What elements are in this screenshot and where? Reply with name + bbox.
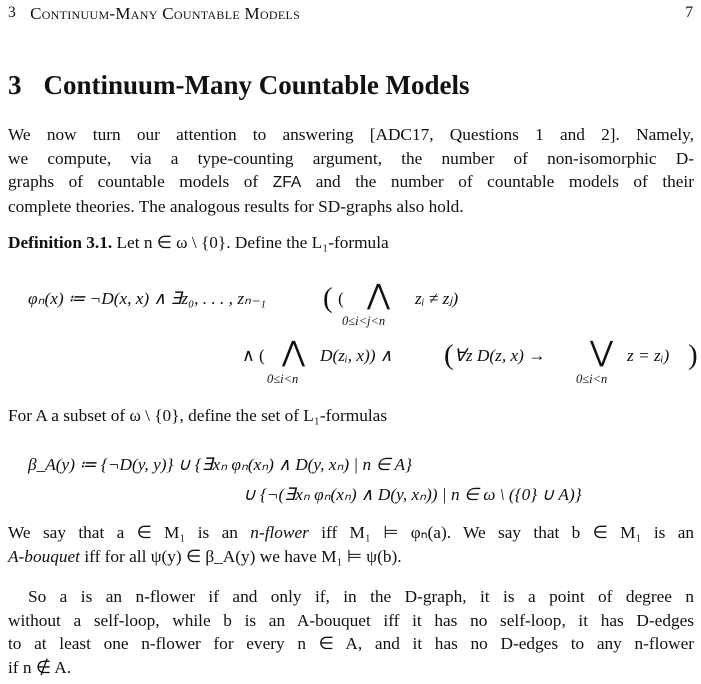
phi-line2-end: z = zᵢ) — [627, 346, 670, 365]
intro-line-3 — [8, 170, 694, 195]
running-head-section-number: 3 — [8, 4, 17, 21]
definition-text: Let n ∈ ω \ {0}. Define the L₁-formula — [112, 233, 389, 252]
phi-line2-mid: D(zᵢ, x)) ∧ — [320, 346, 393, 365]
flower-paragraph — [8, 521, 694, 568]
flower-line-2 — [8, 545, 694, 569]
phi-sub-1: 0≤i<j<n — [342, 314, 386, 328]
intro-line-1: We now turn our attention to answering [ADC17, Questions 1 and 2]. Namely, — [8, 125, 694, 144]
phi-sub-3: 0≤i<n — [576, 372, 608, 386]
beta-formula-line-2: ∪ {¬(∃xₙ φₙ(xₙ) ∧ D(y, xₙ)) | n ∈ ω \ ({0} ∪ A)} — [243, 485, 582, 504]
closing-paragraph — [8, 585, 694, 679]
intro-line-3-tail: and the number of countable models of their — [301, 172, 694, 192]
closing-line-1: So a is an n-flower if and only if, in the D-graph, it is a point of degree n — [28, 587, 694, 606]
closing-line-3: to at least one n-flower for every n ∈ A, and it has no D-edges to any n-flower — [8, 634, 694, 654]
intro-line-2: we compute, via a type-counting argument, the number of non-isomorphic D- — [8, 148, 694, 168]
phi-big-close-paren: ) — [688, 339, 698, 371]
n-flower-term: n-flower — [250, 523, 309, 542]
phi-sub-2: 0≤i<n — [267, 372, 299, 386]
definition-line — [8, 231, 694, 255]
flower-line-1 — [8, 521, 694, 545]
phi-line2-tail: ∀z D(z, x) → — [454, 346, 546, 365]
phi-paren-open-2: ( — [444, 339, 454, 371]
phi-formula-lhs: φₙ(x) ≔ ¬D(x, x) ∧ ∃z₀, . . . , zₙ₋₁ — [28, 289, 267, 308]
running-head-section-title: Continuum-Many Countable Models — [30, 4, 301, 23]
zfa-term: ZFA — [272, 174, 302, 192]
definition-paragraph — [8, 231, 694, 255]
mid-paragraph — [8, 404, 694, 428]
flower-line-2-b: iff for all ψ(y) ∈ β_A(y) we have M₁ ⊨ ψ(b). — [80, 546, 402, 566]
closing-line-4: if n ∉ A. — [8, 657, 72, 677]
big-wedge-2: ⋀ — [282, 335, 305, 368]
section-heading — [8, 70, 470, 101]
closing-line-2: without a self-loop, while b is an A-bouquet iff it has no self-loop, it has D-edges — [8, 610, 694, 630]
beta-formula-line-1: β_A(y) ≔ {¬D(y, y)} ∪ {∃xₙ φₙ(xₙ) ∧ D(y, xₙ) | n ∈ A} — [28, 455, 412, 474]
phi-line2-start: ∧ ( — [242, 346, 265, 365]
phi-big-open-paren: ( — [323, 282, 333, 314]
big-wedge-1: ⋀ — [367, 278, 390, 311]
a-bouquet-term: A-bouquet — [8, 546, 80, 566]
running-head — [8, 4, 693, 26]
intro-paragraph — [8, 123, 694, 218]
phi-part1-open: ( — [338, 289, 344, 308]
section-title: Continuum-Many Countable Models — [43, 70, 470, 100]
mid-text: For A a subset of ω \ {0}, define the set of L₁-formulas — [8, 406, 388, 425]
definition-label: Definition 3.1. — [8, 233, 113, 252]
phi-part1-tail: zᵢ ≠ zⱼ) — [415, 289, 459, 308]
flower-line-1-a: We say that a ∈ M₁ is an — [8, 523, 251, 542]
intro-line-4: complete theories. The analogous results for SD-graphs also hold. — [8, 196, 464, 216]
page-number: 7 — [685, 4, 693, 21]
section-number: 3 — [8, 70, 22, 100]
big-vee: ⋁ — [590, 335, 613, 368]
flower-line-1-b: iff M₁ ⊨ φₙ(a). We say that b ∈ M₁ is an — [308, 523, 694, 542]
intro-line-3-head: graphs of countable models of — [8, 172, 273, 192]
